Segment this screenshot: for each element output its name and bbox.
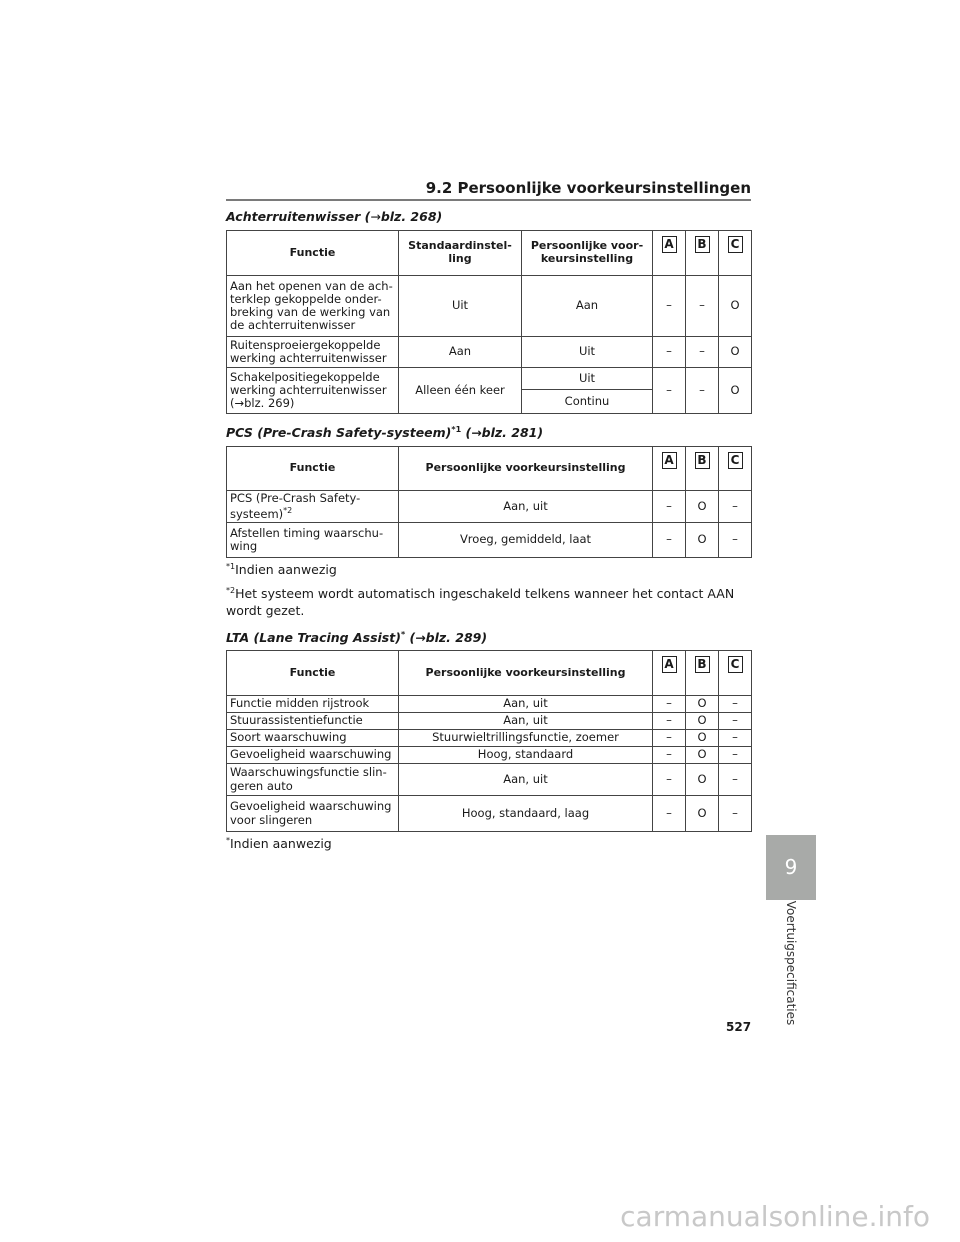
cell-persoonlijk: Hoog, standaard xyxy=(399,747,653,764)
cell-functie: Gevoeligheid waarschuwing xyxy=(227,747,399,764)
cell-c: – xyxy=(719,764,752,796)
footnote-marker: * xyxy=(400,630,406,639)
cell-a: – xyxy=(653,764,686,796)
cell-b: O xyxy=(686,764,719,796)
table-achterruitenwisser xyxy=(226,230,752,414)
table-row xyxy=(227,730,752,747)
cell-b: O xyxy=(686,523,719,558)
footnote-marker: * xyxy=(226,836,230,845)
badge-b: B xyxy=(695,236,710,253)
cell-persoonlijk: Aan, uit xyxy=(399,713,653,730)
cell-persoonlijk: Stuurwieltrillingsfunctie, zoemer xyxy=(399,730,653,747)
cell-functie: Gevoeligheid waarschuwing voor slingeren xyxy=(227,796,399,832)
badge-c: C xyxy=(728,452,743,469)
cell-persoonlijk: Aan, uit xyxy=(399,696,653,713)
header-functie: Functie xyxy=(227,231,399,276)
cell-c: – xyxy=(719,523,752,558)
cell-persoonlijk: Uit xyxy=(522,337,653,368)
section-title-lta xyxy=(226,630,487,645)
cell-c: – xyxy=(719,491,752,523)
cell-b: O xyxy=(686,491,719,523)
badge-a: A xyxy=(662,236,677,253)
cell-standaard: Alleen één keer xyxy=(399,368,522,414)
cell-standaard: Uit xyxy=(399,276,522,337)
section-title-text: PCS (Pre-Crash Safety-systeem) xyxy=(226,425,452,441)
cell-persoonlijk: Aan, uit xyxy=(399,491,653,523)
cell-b: O xyxy=(686,796,719,832)
table-row xyxy=(227,337,752,368)
header-persoonlijk: Persoonlijke voor- keursinstelling xyxy=(522,231,653,276)
table-row xyxy=(227,276,752,337)
cell-b: O xyxy=(686,730,719,747)
footnote-1 xyxy=(226,562,751,579)
footnote-text: Indien aanwezig xyxy=(235,562,337,578)
chapter-tab: 9 xyxy=(766,835,816,900)
cell-b: – xyxy=(686,337,719,368)
arrow-icon: → xyxy=(370,209,381,224)
cell-a: – xyxy=(653,276,686,337)
section-title-pcs xyxy=(226,425,543,440)
cell-a: – xyxy=(653,491,686,523)
footnote-text: Indien aanwezig xyxy=(230,836,332,852)
cell-persoonlijk-option-2: Continu xyxy=(522,390,653,414)
cell-b: – xyxy=(686,368,719,414)
cell-functie: Soort waarschuwing xyxy=(227,730,399,747)
cell-persoonlijk: Aan, uit xyxy=(399,764,653,796)
table-lta xyxy=(226,650,752,832)
cell-functie-text: PCS (Pre-Crash Safety- systeem) xyxy=(230,491,361,521)
table-row xyxy=(227,368,752,390)
header-persoonlijk: Persoonlijke voorkeursinstelling xyxy=(399,651,653,696)
cell-b: O xyxy=(686,747,719,764)
cell-standaard: Aan xyxy=(399,337,522,368)
table-row xyxy=(227,696,752,713)
table-pcs xyxy=(226,446,752,558)
badge-b: B xyxy=(695,452,710,469)
cell-persoonlijk: Vroeg, gemiddeld, laat xyxy=(399,523,653,558)
cell-c: O xyxy=(719,368,752,414)
cell-c: – xyxy=(719,696,752,713)
chapter-label xyxy=(766,900,816,1025)
header-divider xyxy=(226,199,751,201)
cell-persoonlijk: Aan xyxy=(522,276,653,337)
cell-a: – xyxy=(653,337,686,368)
watermark: carmanualsonline.info xyxy=(620,1200,930,1233)
section-title-ref: blz. 268) xyxy=(380,209,443,224)
cell-a: – xyxy=(653,796,686,832)
cell-c: – xyxy=(719,713,752,730)
badge-a: A xyxy=(662,656,677,673)
footnote-text: Het systeem wordt automatisch ingeschakeld telkens wanneer het contact AAN wordt gezet. xyxy=(226,586,735,619)
footnote-lta xyxy=(226,836,751,853)
cell-functie: Schakelpositiegekoppelde werking achterruitenwisser (→blz. 269) xyxy=(227,368,399,414)
cell-c: O xyxy=(719,276,752,337)
cell-functie: Afstellen timing waarschu- wing xyxy=(227,523,399,558)
cell-a: – xyxy=(653,747,686,764)
section-title-text: Achterruitenwisser ( xyxy=(226,209,371,224)
cell-c: – xyxy=(719,796,752,832)
cell-functie: Waarschuwingsfunctie slin- geren auto xyxy=(227,764,399,796)
header-standaard: Standaardinstel- ling xyxy=(399,231,522,276)
footnote-marker: *2 xyxy=(226,586,236,595)
table-row xyxy=(227,747,752,764)
table-row xyxy=(227,713,752,730)
footnote-marker: *1 xyxy=(226,562,236,571)
cell-functie: Stuurassistentiefunctie xyxy=(227,713,399,730)
badge-c: C xyxy=(728,656,743,673)
header-persoonlijk: Persoonlijke voorkeursinstelling xyxy=(399,447,653,491)
footnote-2 xyxy=(226,586,751,620)
footnote-marker: *1 xyxy=(451,425,462,434)
cell-c: O xyxy=(719,337,752,368)
page-header-title: 9.2 Persoonlijke voorkeursinstellingen xyxy=(425,179,751,197)
section-title-text: LTA (Lane Tracing Assist) xyxy=(226,630,401,646)
section-title-achterruitenwisser xyxy=(226,209,442,224)
cell-functie: Ruitensproeiergekoppelde werking achterruitenwisser xyxy=(227,337,399,368)
table-row xyxy=(227,523,752,558)
cell-functie: Aan het openen van de ach- terklep gekoppelde onder- breking van de werking van de achterruitenwisser xyxy=(227,276,399,337)
cell-b: – xyxy=(686,276,719,337)
header-functie: Functie xyxy=(227,651,399,696)
footnote-marker: *2 xyxy=(283,505,293,515)
section-title-ref: (→blz. 289) xyxy=(405,630,488,646)
chapter-label-text: Voertuigspecificaties xyxy=(784,900,798,1025)
cell-persoonlijk-option-1: Uit xyxy=(522,368,653,390)
badge-a: A xyxy=(662,452,677,469)
table-row xyxy=(227,491,752,523)
cell-functie xyxy=(227,491,399,523)
table-row xyxy=(227,764,752,796)
cell-a: – xyxy=(653,696,686,713)
cell-b: O xyxy=(686,713,719,730)
cell-persoonlijk: Hoog, standaard, laag xyxy=(399,796,653,832)
cell-a: – xyxy=(653,730,686,747)
cell-a: – xyxy=(653,368,686,414)
section-title-ref: (→blz. 281) xyxy=(461,425,544,441)
cell-a: – xyxy=(653,713,686,730)
table-row xyxy=(227,796,752,832)
badge-b: B xyxy=(695,656,710,673)
cell-a: – xyxy=(653,523,686,558)
cell-b: O xyxy=(686,696,719,713)
cell-c: – xyxy=(719,747,752,764)
page-number: 527 xyxy=(726,1020,752,1034)
badge-c: C xyxy=(728,236,743,253)
cell-functie: Functie midden rijstrook xyxy=(227,696,399,713)
header-functie: Functie xyxy=(227,447,399,491)
cell-c: – xyxy=(719,730,752,747)
